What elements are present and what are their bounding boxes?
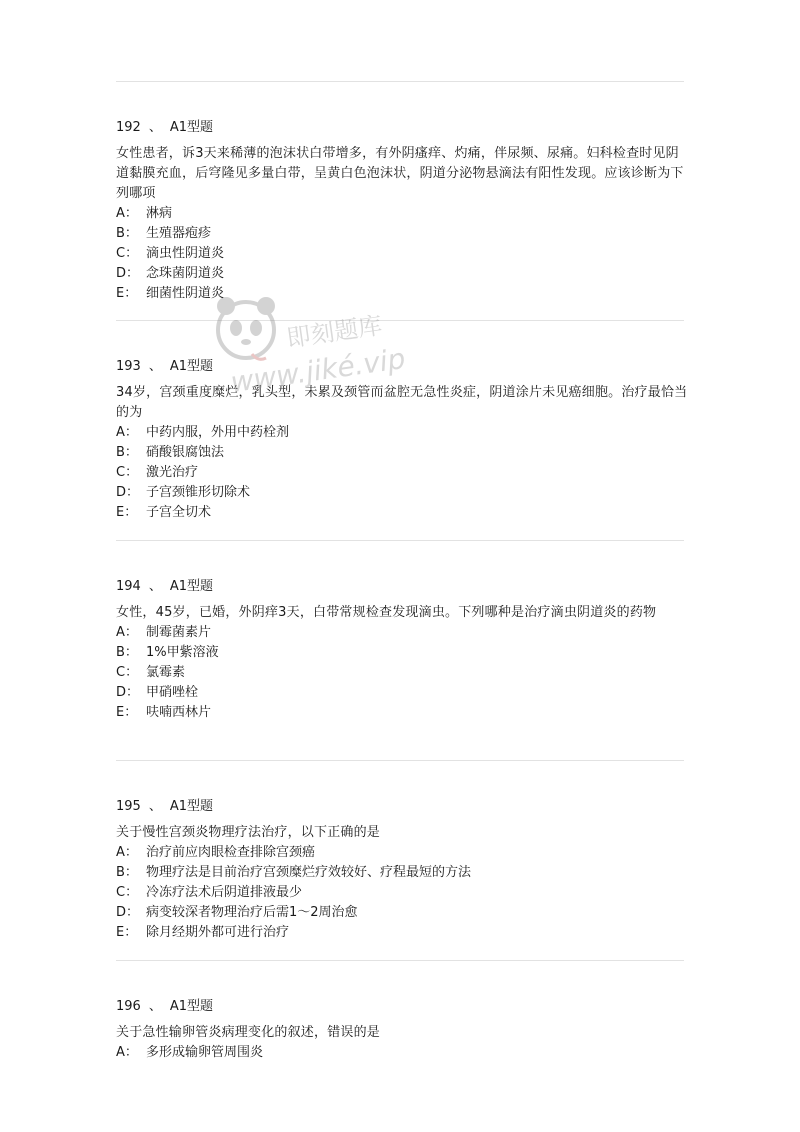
question-192 bbox=[116, 118, 688, 304]
option-d bbox=[116, 483, 688, 503]
option-text: 子宫颈锥形切除术 bbox=[146, 485, 251, 500]
option-letter: E： bbox=[116, 505, 138, 520]
option-letter: C： bbox=[116, 665, 139, 680]
option-text: 治疗前应肉眼检查排除宫颈癌 bbox=[146, 845, 316, 860]
option-b bbox=[116, 863, 688, 883]
question-type: A1型题 bbox=[169, 359, 214, 374]
option-text: 甲硝唑栓 bbox=[146, 685, 199, 700]
option-a bbox=[116, 623, 688, 643]
question-separator: 、 bbox=[148, 579, 162, 594]
option-text: 氯霉素 bbox=[146, 665, 186, 680]
option-e bbox=[116, 503, 688, 523]
option-text: 细菌性阴道炎 bbox=[146, 286, 225, 301]
question-number: 192 bbox=[116, 120, 141, 135]
option-letter: D： bbox=[116, 685, 140, 700]
option-text: 病变较深者物理治疗后需1～2周治愈 bbox=[146, 905, 358, 920]
watermark-brand: 即刻题库 bbox=[284, 311, 384, 353]
question-separator: 、 bbox=[148, 999, 162, 1014]
question-number: 193 bbox=[116, 359, 141, 374]
watermark-url: www.jiké.vip bbox=[228, 341, 408, 400]
option-text: 中药内服，外用中药栓剂 bbox=[146, 425, 290, 440]
question-type: A1型题 bbox=[169, 999, 214, 1014]
option-text: 多形成输卵管周围炎 bbox=[146, 1045, 264, 1060]
option-text: 物理疗法是目前治疗宫颈糜烂疗效较好、疗程最短的方法 bbox=[146, 865, 472, 880]
option-e bbox=[116, 703, 688, 723]
option-e bbox=[116, 284, 688, 304]
option-b bbox=[116, 443, 688, 463]
option-text: 制霉菌素片 bbox=[146, 625, 212, 640]
question-stem: 女性患者，诉3天来稀薄的泡沫状白带增多，有外阴瘙痒、灼痛，伴尿频、尿痛。妇科检查时见阴道黏膜充血，后穹隆见多量白带，呈黄白色泡沫状，阴道分泌物悬滴法有阳性发现。应该诊断为下列哪项 bbox=[116, 146, 684, 201]
option-text: 硝酸银腐蚀法 bbox=[146, 445, 225, 460]
option-a bbox=[116, 204, 688, 224]
option-text: 滴虫性阴道炎 bbox=[146, 246, 225, 261]
option-b bbox=[116, 643, 688, 663]
question-separator: 、 bbox=[148, 120, 162, 135]
option-text: 除月经期外都可进行治疗 bbox=[146, 925, 290, 940]
option-letter: C： bbox=[116, 885, 139, 900]
question-separator: 、 bbox=[148, 799, 162, 814]
question-number: 195 bbox=[116, 799, 141, 814]
option-letter: A： bbox=[116, 1045, 138, 1060]
divider bbox=[116, 81, 684, 82]
option-letter: D： bbox=[116, 266, 140, 281]
option-a bbox=[116, 1043, 688, 1063]
question-number: 194 bbox=[116, 579, 141, 594]
option-letter: E： bbox=[116, 925, 138, 940]
option-c bbox=[116, 244, 688, 264]
question-stem: 关于急性输卵管炎病理变化的叙述，错误的是 bbox=[116, 1025, 381, 1040]
option-letter: A： bbox=[116, 425, 138, 440]
question-header bbox=[116, 357, 688, 377]
option-letter: E： bbox=[116, 705, 138, 720]
option-letter: B： bbox=[116, 645, 138, 660]
question-separator: 、 bbox=[148, 359, 162, 374]
option-letter: A： bbox=[116, 206, 138, 221]
divider bbox=[116, 540, 684, 541]
option-letter: C： bbox=[116, 246, 139, 261]
option-text: 淋病 bbox=[146, 206, 173, 221]
divider bbox=[116, 960, 684, 961]
question-header bbox=[116, 997, 688, 1017]
question-stem: 34岁，宫颈重度糜烂，乳头型，未累及颈管而盆腔无急性炎症，阴道涂片未见癌细胞。治疗最恰当的为 bbox=[116, 385, 688, 420]
option-text: 1%甲紫溶液 bbox=[146, 645, 219, 660]
divider bbox=[116, 760, 684, 761]
option-text: 生殖器疱疹 bbox=[146, 226, 212, 241]
divider bbox=[116, 320, 684, 321]
question-number: 196 bbox=[116, 999, 141, 1014]
option-letter: E： bbox=[116, 286, 138, 301]
option-letter: B： bbox=[116, 865, 138, 880]
option-letter: B： bbox=[116, 445, 138, 460]
option-c bbox=[116, 883, 688, 903]
question-type: A1型题 bbox=[169, 120, 214, 135]
option-letter: A： bbox=[116, 845, 138, 860]
option-d bbox=[116, 264, 688, 284]
option-b bbox=[116, 224, 688, 244]
option-a bbox=[116, 843, 688, 863]
option-text: 念珠菌阴道炎 bbox=[146, 266, 225, 281]
question-194 bbox=[116, 577, 688, 723]
option-c bbox=[116, 663, 688, 683]
option-text: 呋喃西林片 bbox=[146, 705, 212, 720]
option-text: 子宫全切术 bbox=[146, 505, 212, 520]
option-d bbox=[116, 903, 688, 923]
question-type: A1型题 bbox=[169, 799, 214, 814]
question-193 bbox=[116, 357, 688, 523]
option-e bbox=[116, 923, 688, 943]
question-stem: 女性，45岁，已婚，外阴痒3天，白带常规检查发现滴虫。下列哪种是治疗滴虫阴道炎的药物 bbox=[116, 605, 657, 620]
question-195 bbox=[116, 797, 688, 943]
question-header bbox=[116, 577, 688, 597]
option-letter: B： bbox=[116, 226, 138, 241]
question-196 bbox=[116, 997, 688, 1063]
option-text: 冷冻疗法术后阴道排液最少 bbox=[146, 885, 303, 900]
option-text: 激光治疗 bbox=[146, 465, 199, 480]
option-letter: D： bbox=[116, 905, 140, 920]
option-letter: C： bbox=[116, 465, 139, 480]
option-letter: A： bbox=[116, 625, 138, 640]
question-type: A1型题 bbox=[169, 579, 214, 594]
question-header bbox=[116, 797, 688, 817]
question-header bbox=[116, 118, 688, 138]
option-letter: D： bbox=[116, 485, 140, 500]
question-stem: 关于慢性宫颈炎物理疗法治疗，以下正确的是 bbox=[116, 825, 381, 840]
option-a bbox=[116, 423, 688, 443]
option-c bbox=[116, 463, 688, 483]
option-d bbox=[116, 683, 688, 703]
